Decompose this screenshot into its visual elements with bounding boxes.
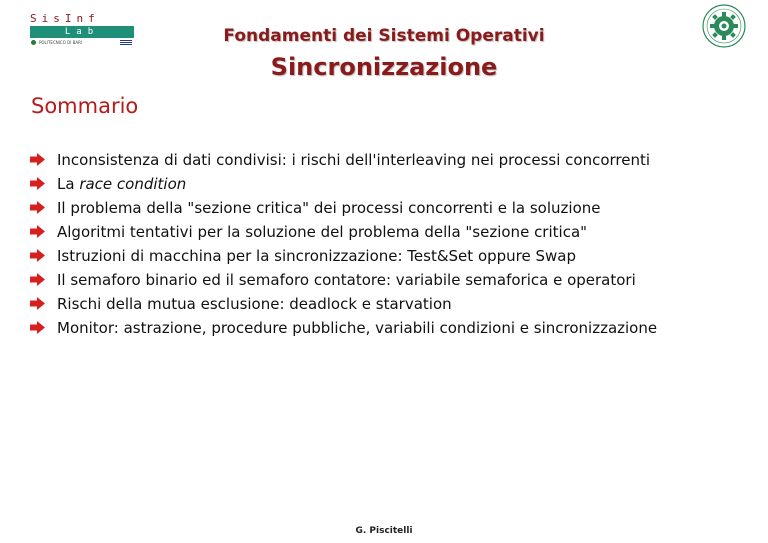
list-item-text: Il problema della "sezione critica" dei processi concorrenti e la soluzione bbox=[57, 199, 601, 217]
arrow-bullet-icon bbox=[30, 177, 45, 190]
arrow-bullet-icon bbox=[30, 153, 45, 166]
list-item-text: Il semaforo binario ed il semaforo contatore: variabile semaforica e operatori bbox=[57, 271, 636, 289]
arrow-bullet-icon bbox=[30, 249, 45, 262]
list-item bbox=[30, 244, 657, 268]
arrow-bullet-icon bbox=[30, 297, 45, 310]
list-item bbox=[30, 148, 657, 172]
list-item bbox=[30, 196, 657, 220]
slide-title: Sincronizzazione bbox=[270, 53, 498, 81]
list-item-text: Monitor: astrazione, procedure pubbliche, variabili condizioni e sincronizzazione bbox=[57, 319, 658, 337]
section-heading: Sommario bbox=[31, 94, 139, 118]
summary-list bbox=[30, 148, 657, 340]
list-item-italic: race condition bbox=[79, 175, 187, 193]
list-item-text: Istruzioni di macchina per la sincronizzazione: Test&Set oppure Swap bbox=[57, 247, 577, 265]
logo-text-lab: Lab bbox=[64, 27, 100, 37]
course-title: Fondamenti dei Sistemi Operativi bbox=[223, 26, 545, 46]
arrow-bullet-icon bbox=[30, 273, 45, 286]
arrow-bullet-icon bbox=[30, 321, 45, 334]
list-item bbox=[30, 268, 657, 292]
list-item bbox=[30, 316, 657, 340]
list-item-prefix: La bbox=[57, 175, 80, 193]
list-item-text: Algoritmi tentativi per la soluzione del problema della "sezione critica" bbox=[57, 223, 588, 241]
list-item bbox=[30, 292, 657, 316]
list-item bbox=[30, 172, 657, 196]
arrow-bullet-icon bbox=[30, 201, 45, 214]
list-item-text: Inconsistenza di dati condivisi: i rischi dell'interleaving nei processi concorrenti bbox=[57, 151, 651, 169]
list-item bbox=[30, 220, 657, 244]
logo-text-sisinf: SisInf bbox=[30, 12, 100, 25]
logo-footnote: POLITECNICO DI BARI bbox=[39, 40, 83, 45]
list-item-text: Rischi della mutua esclusione: deadlock e starvation bbox=[57, 295, 452, 313]
arrow-bullet-icon bbox=[30, 225, 45, 238]
author-footer: G. Piscitelli bbox=[355, 526, 413, 536]
